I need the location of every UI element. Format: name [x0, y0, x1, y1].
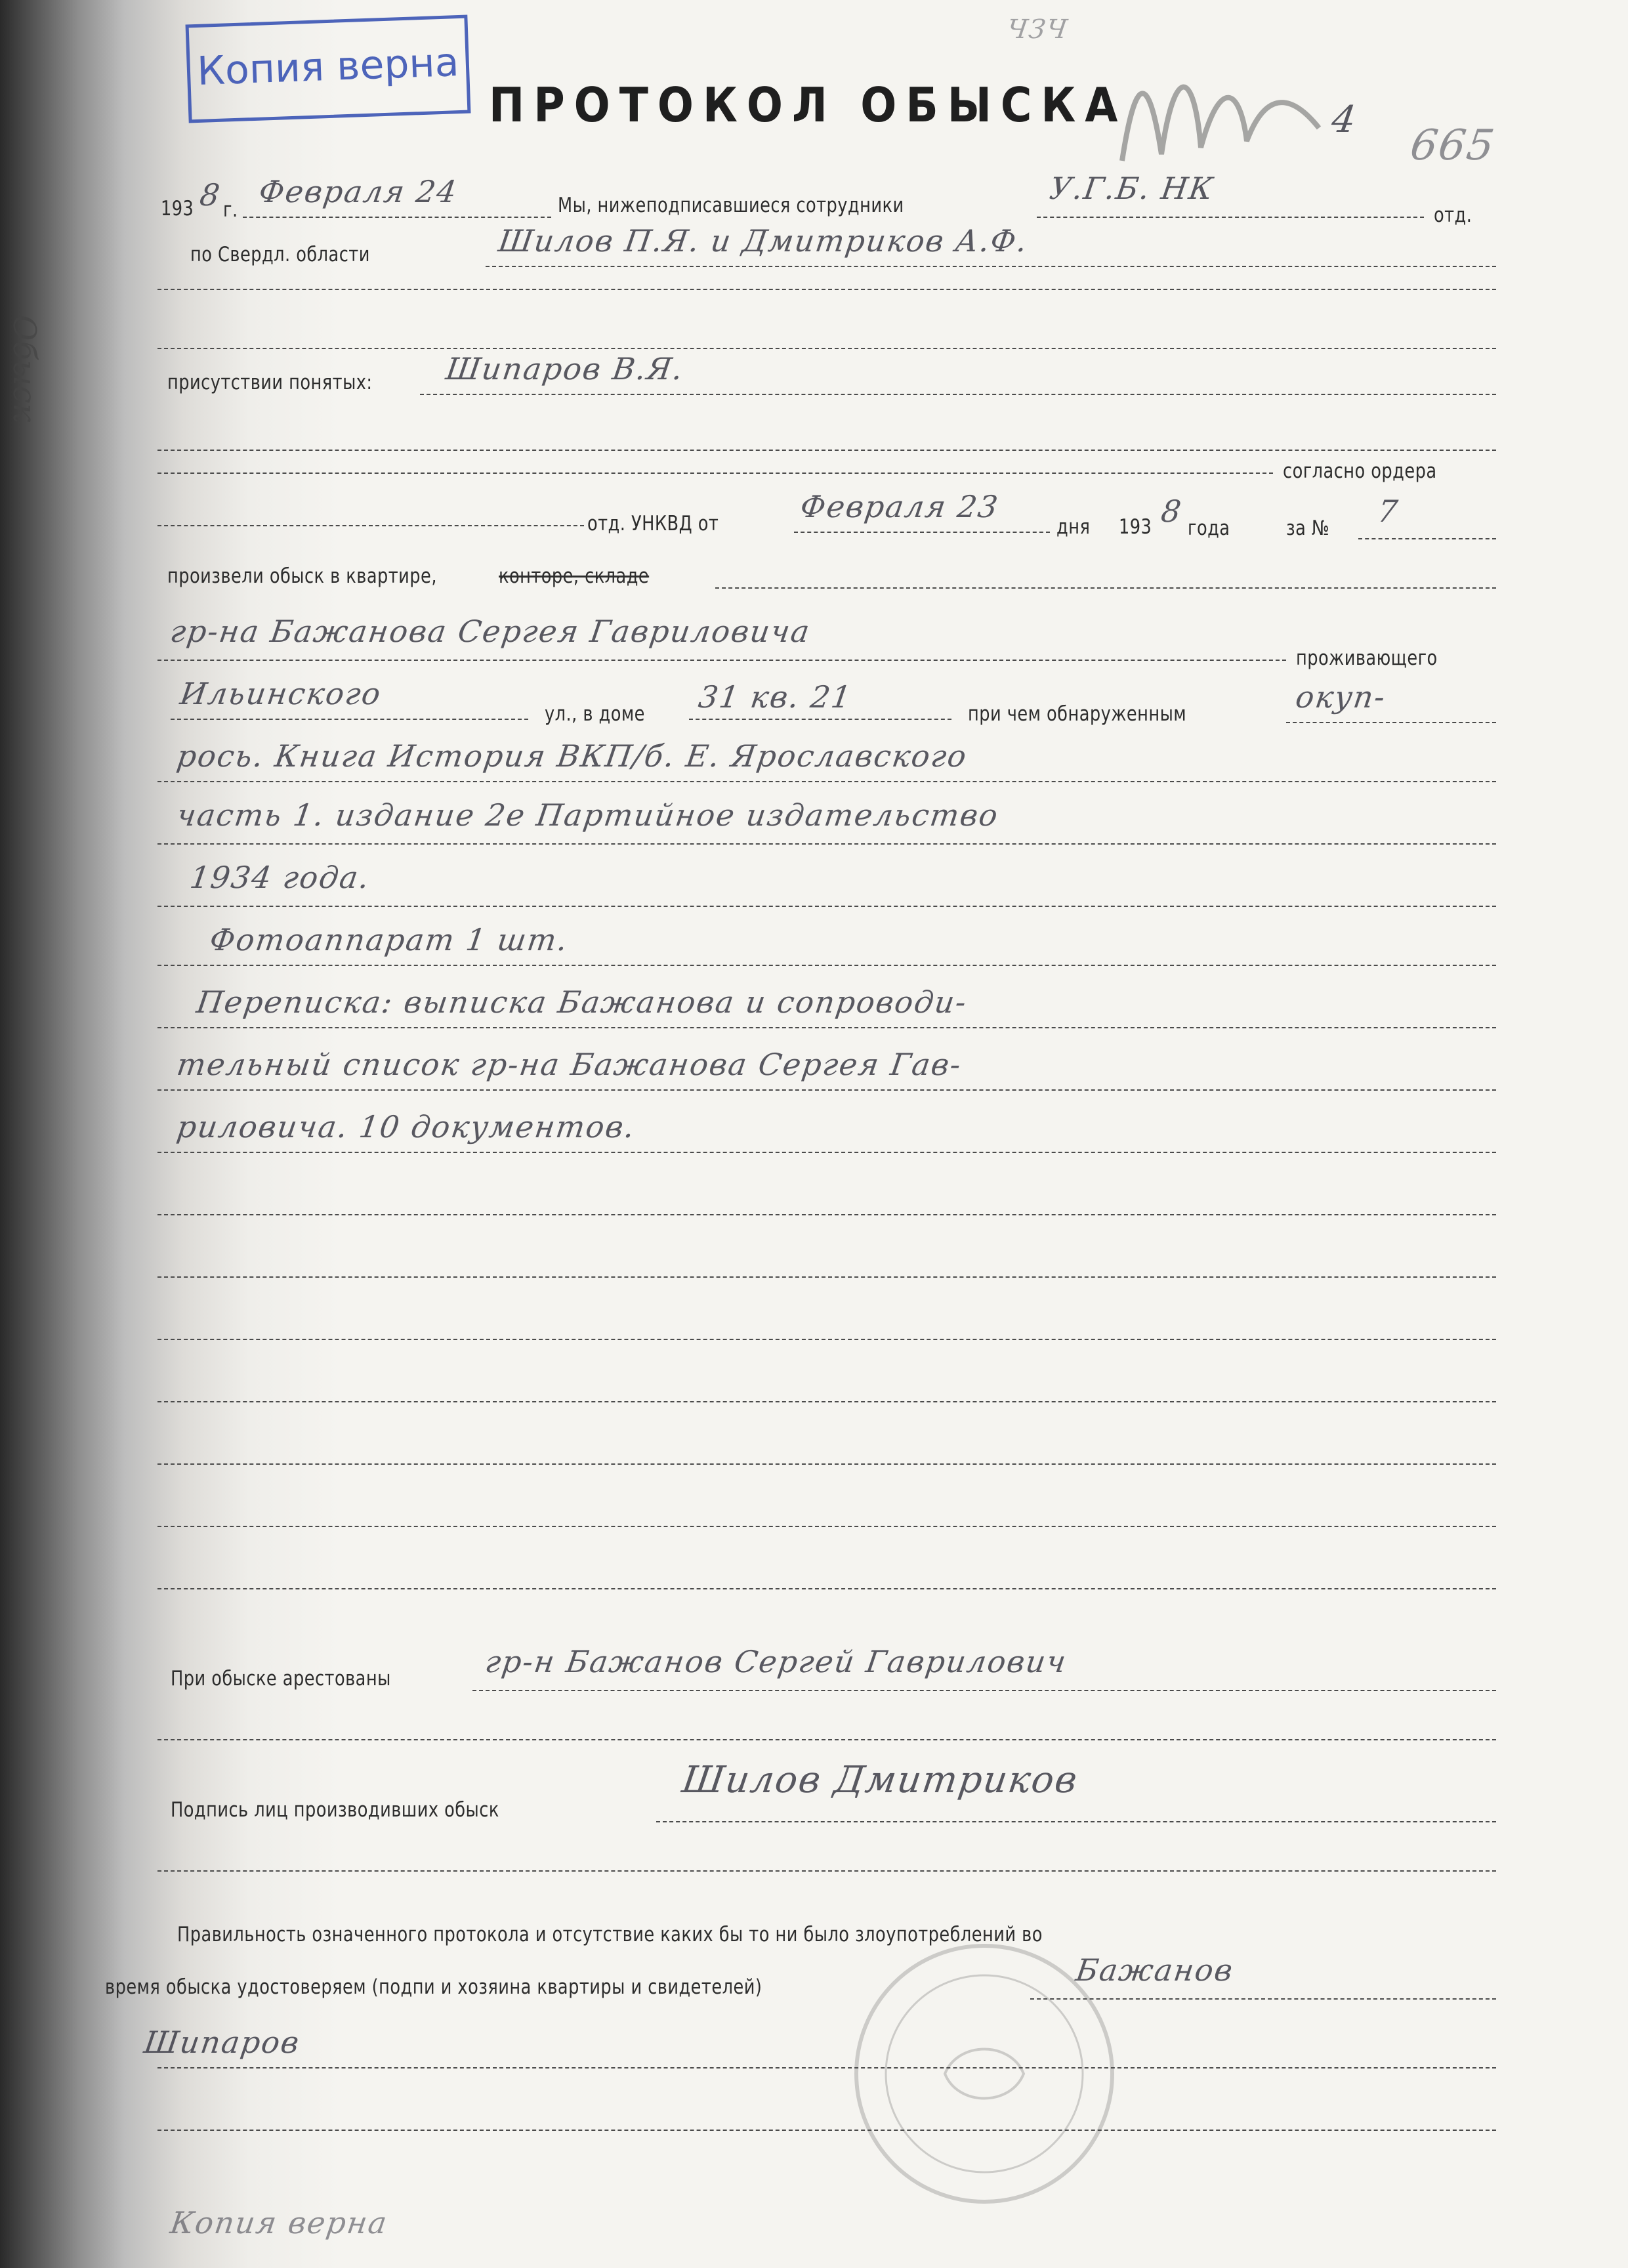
rule-blank-2	[157, 348, 1496, 349]
region-label: по Свердл. области	[190, 243, 370, 266]
arrested-label: При обыске арестованы	[171, 1667, 391, 1690]
hw-date: Февраля 24	[257, 174, 460, 209]
rule-empty-6	[157, 1526, 1496, 1527]
street-label: ул., в доме	[545, 702, 645, 726]
rule-arrested	[472, 1690, 1496, 1691]
rule-found-1	[1286, 722, 1496, 723]
rule-found-8	[157, 1152, 1496, 1153]
rule-dept	[1037, 217, 1424, 218]
rule-empty-2	[157, 1276, 1496, 1278]
found-label: при чем обнаруженным	[968, 702, 1187, 726]
hw-found-7: тельный список гр-на Бажанова Сергея Гав-	[175, 1047, 965, 1082]
certify-line-1: Правильность означенного протокола и отсутствие каких бы то ни было злоупотреблений во	[177, 1923, 1043, 1946]
hw-order-date: Февраля 23	[798, 489, 1001, 524]
intro-text: Мы, нижеподписавшиеся сотрудники	[558, 194, 904, 217]
rule-blank-1	[157, 289, 1496, 290]
rule-empty-5	[157, 1463, 1496, 1465]
year-label-2: 193	[1119, 515, 1152, 539]
residing-label: проживающего	[1296, 646, 1438, 670]
hw-order-number: 7	[1375, 494, 1402, 529]
rule-found-3	[157, 843, 1496, 845]
rule-unkvd	[157, 525, 584, 526]
hw-found-4: 1934 года.	[188, 860, 373, 895]
hw-witness-signature: Шипаров	[142, 2025, 303, 2060]
hw-owner-signature: Бажанов	[1074, 1952, 1236, 1988]
rule-empty-1	[157, 1214, 1496, 1215]
search-label: произвели обыск в квартире,	[167, 564, 437, 588]
hw-arrested: гр-н Бажанов Сергей Гаврилович	[483, 1644, 1070, 1679]
rule-blank-3	[157, 450, 1496, 451]
hw-found-3: часть 1. издание 2е Партийное издательство	[175, 797, 1001, 833]
hw-year-digit: 8	[198, 177, 224, 213]
hw-dept: У.Г.Б. НК	[1047, 171, 1217, 206]
unkvd-label: отд. УНКВД от	[587, 512, 719, 536]
order-label: согласно ордера	[1283, 459, 1437, 483]
rule-officers	[486, 266, 1496, 267]
rule-cert-1	[157, 2067, 1496, 2068]
number-label: за №	[1286, 516, 1330, 540]
rule-empty-3	[157, 1339, 1496, 1340]
rule-order	[157, 472, 1273, 474]
hw-footer-note: Копия верна	[168, 2205, 390, 2240]
certify-line-2: время обыска удостоверяем (подпи и хозяина квартиры и свидетелей)	[105, 1975, 762, 1999]
hw-officers: Шилов П.Я. и Дмитриков А.Ф.	[496, 223, 1031, 259]
rule-person	[157, 660, 1286, 661]
rule-empty-7	[157, 1588, 1496, 1589]
rule-found-4	[157, 906, 1496, 907]
rule-cert-2	[157, 2130, 1496, 2131]
hw-found-5: Фотоаппарат 1 шт.	[207, 922, 571, 957]
hw-house: 31 кв. 21	[696, 679, 854, 715]
dept-label: отд.	[1434, 203, 1472, 227]
rule-signers-2	[157, 1870, 1496, 1872]
corner-signature	[1109, 49, 1332, 180]
rule-found-5	[157, 965, 1496, 966]
copy-certified-stamp: Копия верна	[186, 15, 471, 123]
year-suffix: г.	[223, 198, 238, 222]
rule-order-number	[1358, 538, 1496, 539]
corner-number-faint: ЧЗЧ	[1005, 14, 1070, 45]
rule-found-7	[157, 1089, 1496, 1091]
margin-handwritten-note: Обыск	[6, 315, 43, 423]
rule-found-6	[157, 1027, 1496, 1028]
rule-witness	[420, 394, 1496, 395]
hw-found-6: Переписка: выписка Бажанова и сопроводи-	[194, 984, 970, 1020]
year-tail: года	[1188, 516, 1230, 540]
document-title: ПРОТОКОЛ ОБЫСКА	[489, 77, 1127, 133]
rule-search	[715, 587, 1496, 589]
rule-date	[243, 217, 551, 218]
archive-seal	[846, 1936, 1122, 2212]
rule-arrested-2	[157, 1739, 1496, 1740]
rule-signers	[656, 1821, 1496, 1822]
year-prefix: 193	[161, 197, 194, 220]
hw-found-1: окуп-	[1293, 679, 1388, 715]
corner-number-4: 4	[1329, 98, 1360, 141]
hw-signers: Шилов Дмитриков	[679, 1759, 1081, 1801]
day-label: дня	[1056, 515, 1091, 539]
signers-label: Подпись лиц производивших обыск	[171, 1798, 499, 1822]
rule-found-2	[157, 781, 1496, 782]
hw-person: гр-на Бажанова Сергея Гавриловича	[168, 614, 813, 649]
corner-number-665: 665	[1407, 121, 1499, 170]
rule-street	[171, 719, 528, 720]
witnesses-label: присутствии понятых:	[167, 371, 373, 394]
rule-house	[689, 719, 951, 720]
hw-found-2: рось. Книга История ВКП/б. Е. Ярославского	[175, 738, 970, 774]
hw-found-8: риловича. 10 документов.	[175, 1109, 638, 1144]
rule-order-date	[794, 532, 1050, 533]
search-struck-options: конторе, складе	[499, 564, 650, 588]
hw-street: Ильинского	[178, 676, 385, 711]
rule-empty-4	[157, 1401, 1496, 1402]
hw-order-year: 8	[1159, 494, 1185, 529]
hw-witness: Шипаров В.Я.	[444, 351, 686, 387]
